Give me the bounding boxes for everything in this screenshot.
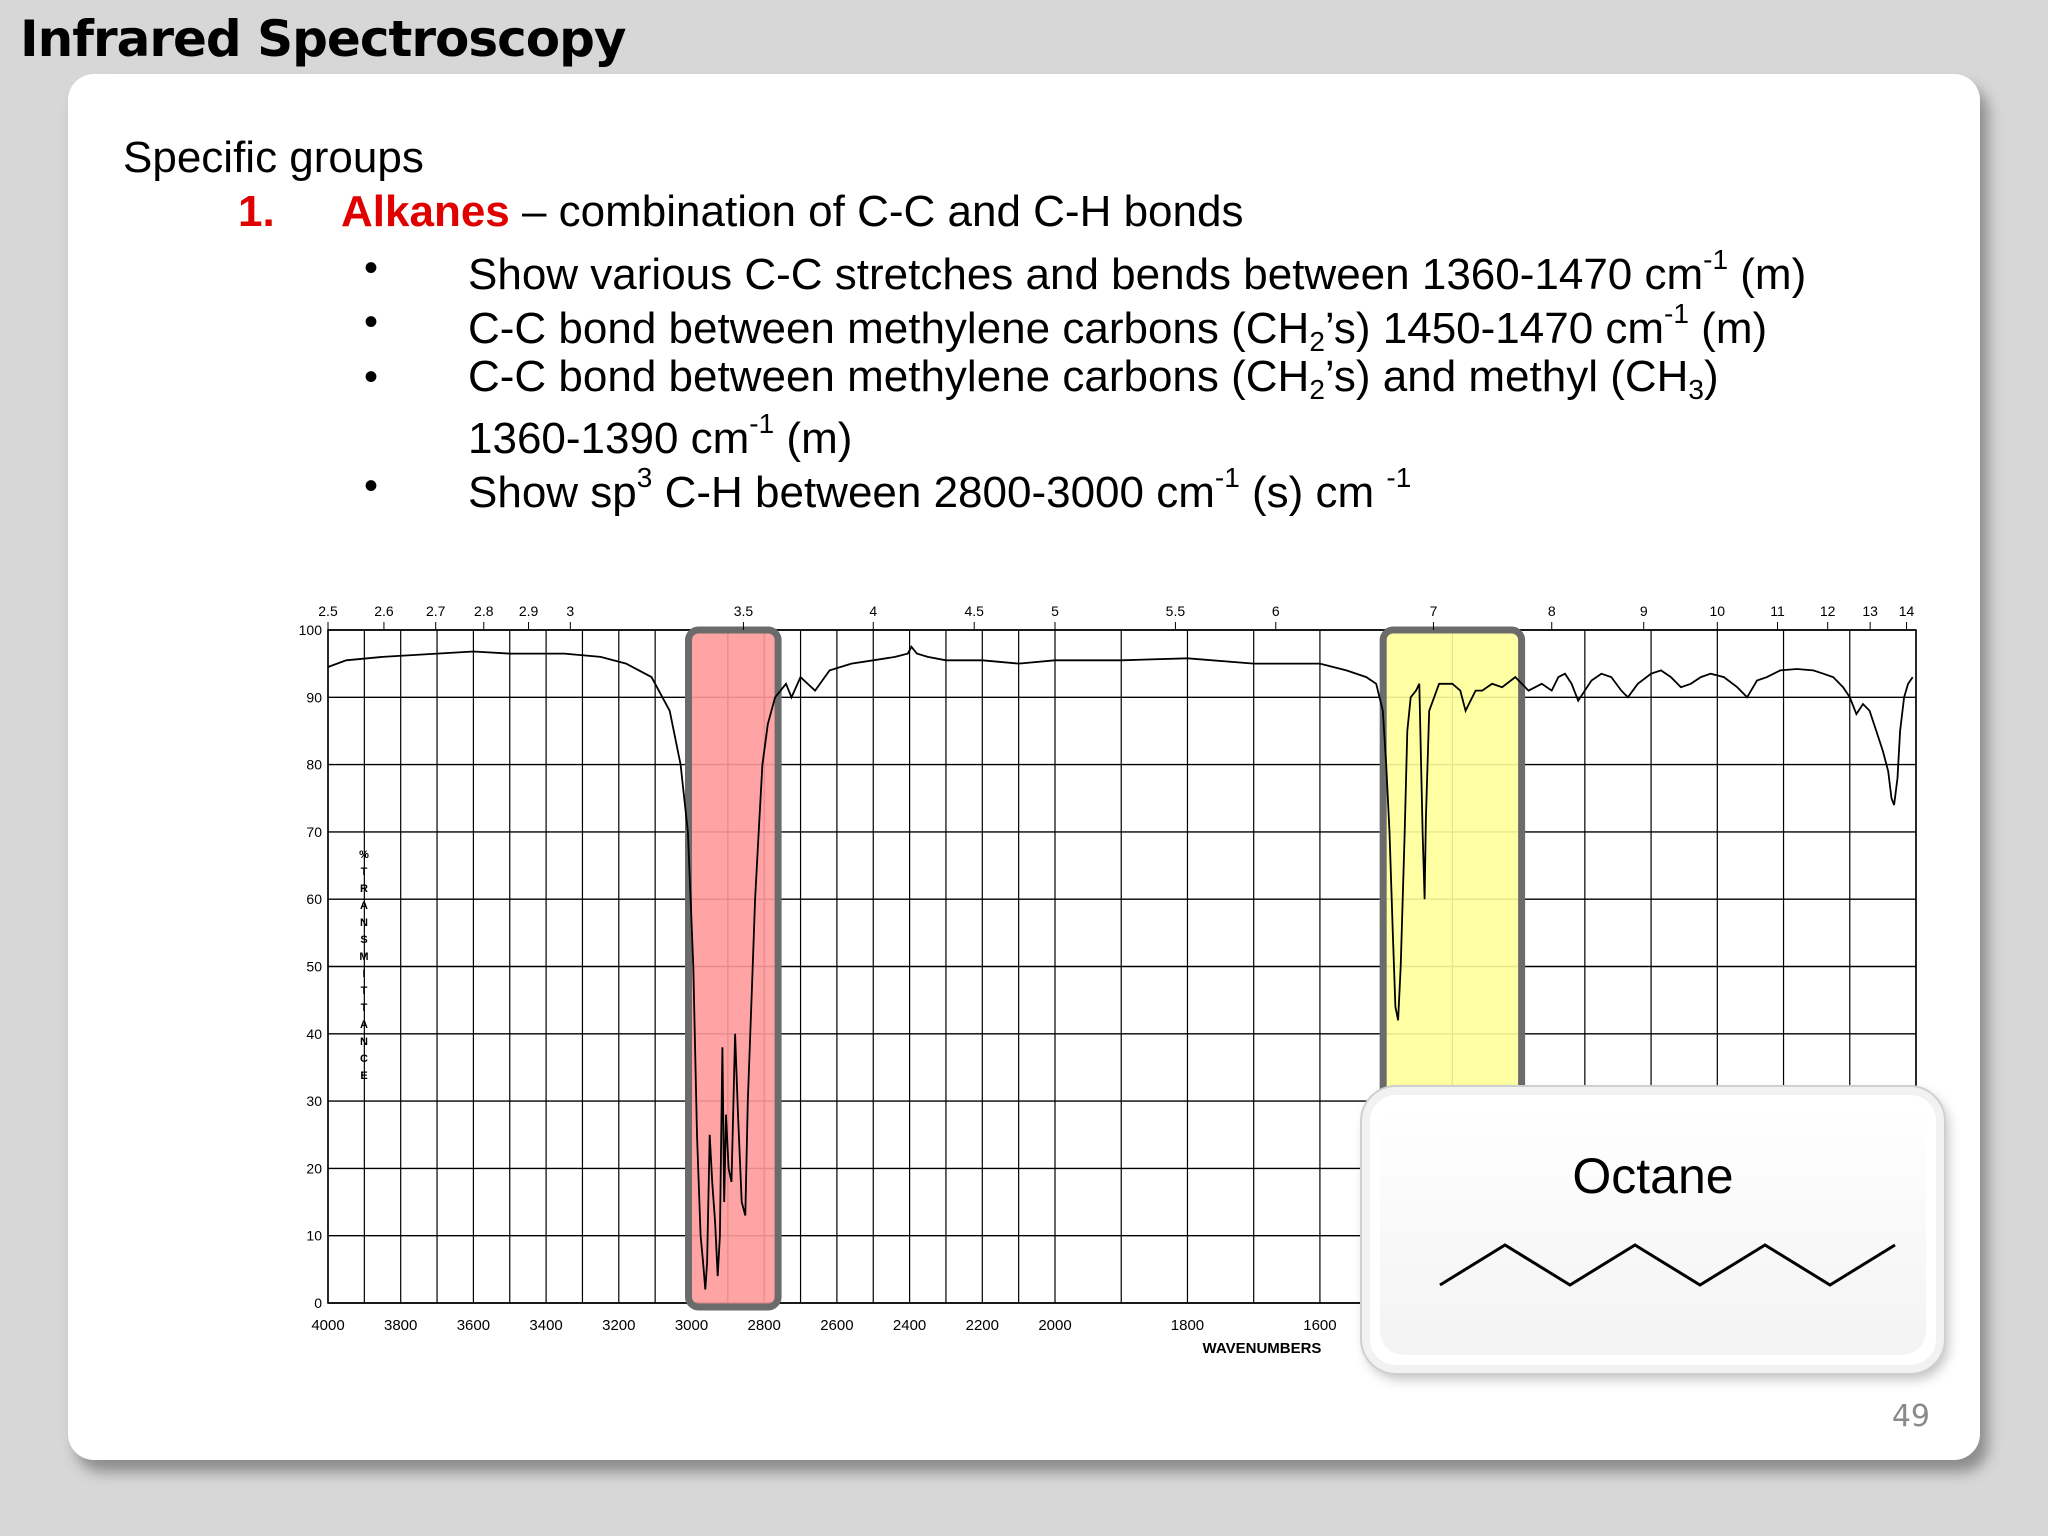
bullet-4-text-c: (s) cm	[1239, 468, 1387, 517]
top-tick-label: 5	[1051, 603, 1059, 619]
top-tick-label: 2.5	[318, 603, 338, 619]
bullet-2-tail: (m)	[1688, 304, 1768, 353]
item-number: 1.	[238, 187, 275, 236]
y-tick-label: 10	[306, 1227, 322, 1244]
bullet-1-tail: (m)	[1728, 250, 1807, 299]
x-tick-label: 1800	[1170, 1317, 1205, 1334]
y-tick-label: 100	[298, 622, 322, 638]
x-tick-label: 2600	[820, 1317, 854, 1334]
octane-zigzag	[1440, 1245, 1895, 1285]
top-tick-label: 2.8	[474, 603, 494, 619]
bullet-1-text: Show various C-C stretches and bends between 1360-1470 cm	[468, 250, 1704, 299]
x-tick-label: 3000	[674, 1317, 709, 1334]
y-axis-title-letter: S	[360, 934, 368, 946]
x-tick-label: 3200	[602, 1317, 636, 1334]
x-tick-label: 2200	[965, 1317, 999, 1334]
bullet-2-text-a: C-C bond between methylene carbons (CH	[468, 304, 1310, 353]
bullet-2-sub: 2	[1309, 326, 1325, 357]
bullet-3-text-b: ’s) and methyl (CH	[1324, 352, 1689, 401]
bullet-4-sup-3: -1	[1386, 462, 1412, 493]
y-axis-title-letter: T	[360, 985, 368, 997]
highlight-band	[689, 630, 779, 1307]
bullet-4-text-b: C-H between 2800-3000 cm	[652, 468, 1215, 517]
top-tick-label: 5.5	[1165, 603, 1186, 619]
top-tick-label: 2.6	[374, 603, 394, 619]
top-tick-label: 3.5	[733, 603, 754, 619]
item-title: Alkanes	[341, 187, 510, 236]
y-tick-label: 80	[306, 756, 322, 773]
x-tick-label: 2000	[1038, 1317, 1072, 1334]
y-tick-label: 0	[314, 1295, 322, 1311]
top-tick-label: 6	[1271, 603, 1280, 619]
y-tick-label: 60	[306, 891, 322, 908]
y-axis-title-letter: %	[359, 849, 369, 861]
bullet-2-text-b: ’s) 1450-1470 cm	[1324, 304, 1665, 353]
y-axis-title-letter: N	[360, 1036, 368, 1048]
bullet-4-sup-2: -1	[1214, 462, 1240, 493]
bullet-3-line2-text: 1360-1390 cm	[468, 414, 750, 463]
x-tick-label: 3800	[384, 1317, 418, 1334]
bullet-1-dot: •	[364, 246, 379, 290]
y-tick-label: 70	[306, 823, 322, 840]
octane-structure-box	[1362, 1087, 1944, 1373]
top-tick-label: 3	[566, 603, 575, 619]
section-heading: Specific groups	[123, 133, 424, 182]
octane-skeletal-structure	[1380, 1105, 1926, 1355]
y-tick-label: 30	[306, 1093, 322, 1110]
bullet-3-sup: -1	[749, 408, 775, 439]
y-tick-label: 50	[306, 958, 322, 975]
top-tick-label: 12	[1819, 603, 1836, 619]
x-tick-label: 1600	[1303, 1317, 1337, 1334]
x-tick-label: 3600	[456, 1317, 491, 1334]
bullet-1-sup: -1	[1703, 244, 1729, 275]
y-axis-title-letter: T	[360, 1002, 368, 1014]
bullet-3-sub-2: 3	[1688, 374, 1704, 405]
y-axis-title-letter: M	[359, 951, 369, 963]
bullet-3-tail: (m)	[774, 414, 853, 463]
bullet-3-text-a: C-C bond between methylene carbons (CH	[468, 352, 1310, 401]
top-tick-label: 8	[1547, 603, 1556, 619]
top-tick-label: 4	[869, 603, 878, 619]
bullet-4-text-a: Show sp	[468, 468, 637, 517]
top-tick-label: 7	[1429, 603, 1438, 619]
x-tick-label: 3400	[529, 1317, 563, 1334]
y-tick-label: 40	[306, 1025, 322, 1042]
x-tick-label: 2800	[747, 1317, 781, 1334]
y-tick-label: 90	[306, 689, 322, 706]
bullet-3-text-c: )	[1703, 352, 1719, 401]
y-axis-title-letter: E	[360, 1070, 368, 1082]
top-tick-label: 9	[1639, 603, 1648, 619]
top-tick-label: 2.9	[518, 603, 539, 619]
top-tick-label: 2.7	[425, 603, 446, 619]
bullet-2-dot: •	[364, 300, 379, 344]
bullet-4-sup-1: 3	[636, 462, 653, 493]
top-tick-label: 4.5	[964, 603, 984, 619]
x-axis-title: WAVENUMBERS	[1202, 1340, 1322, 1357]
y-axis-title-letter: C	[360, 1053, 368, 1065]
bullet-3-sub-1: 2	[1309, 374, 1325, 405]
octane-box-inner	[1380, 1105, 1926, 1355]
octane-label: Octane	[1572, 1148, 1734, 1204]
x-tick-label: 2400	[892, 1317, 927, 1334]
top-tick-label: 11	[1770, 603, 1785, 619]
y-axis-title-letter: A	[360, 1019, 368, 1031]
y-tick-label: 20	[306, 1160, 322, 1177]
top-tick-label: 10	[1709, 603, 1726, 619]
bullet-4-dot: •	[364, 464, 379, 508]
top-tick-label: 14	[1898, 603, 1915, 619]
y-axis-title-letter: A	[360, 900, 368, 912]
y-axis-title-letter: R	[360, 883, 368, 895]
slide-title: Infrared Spectroscopy	[20, 10, 626, 68]
x-tick-label: 4000	[311, 1317, 345, 1334]
top-tick-label: 13	[1862, 603, 1878, 619]
page-number: 49	[1891, 1399, 1930, 1434]
y-axis-title-letter: I	[362, 968, 366, 980]
y-axis-title-letter: N	[360, 917, 368, 929]
bullet-3-dot: •	[364, 355, 379, 399]
bullet-2-sup: -1	[1664, 298, 1689, 329]
y-axis-title-letter: T	[360, 866, 368, 878]
item-description: – combination of C-C and C-H bonds	[509, 187, 1244, 236]
